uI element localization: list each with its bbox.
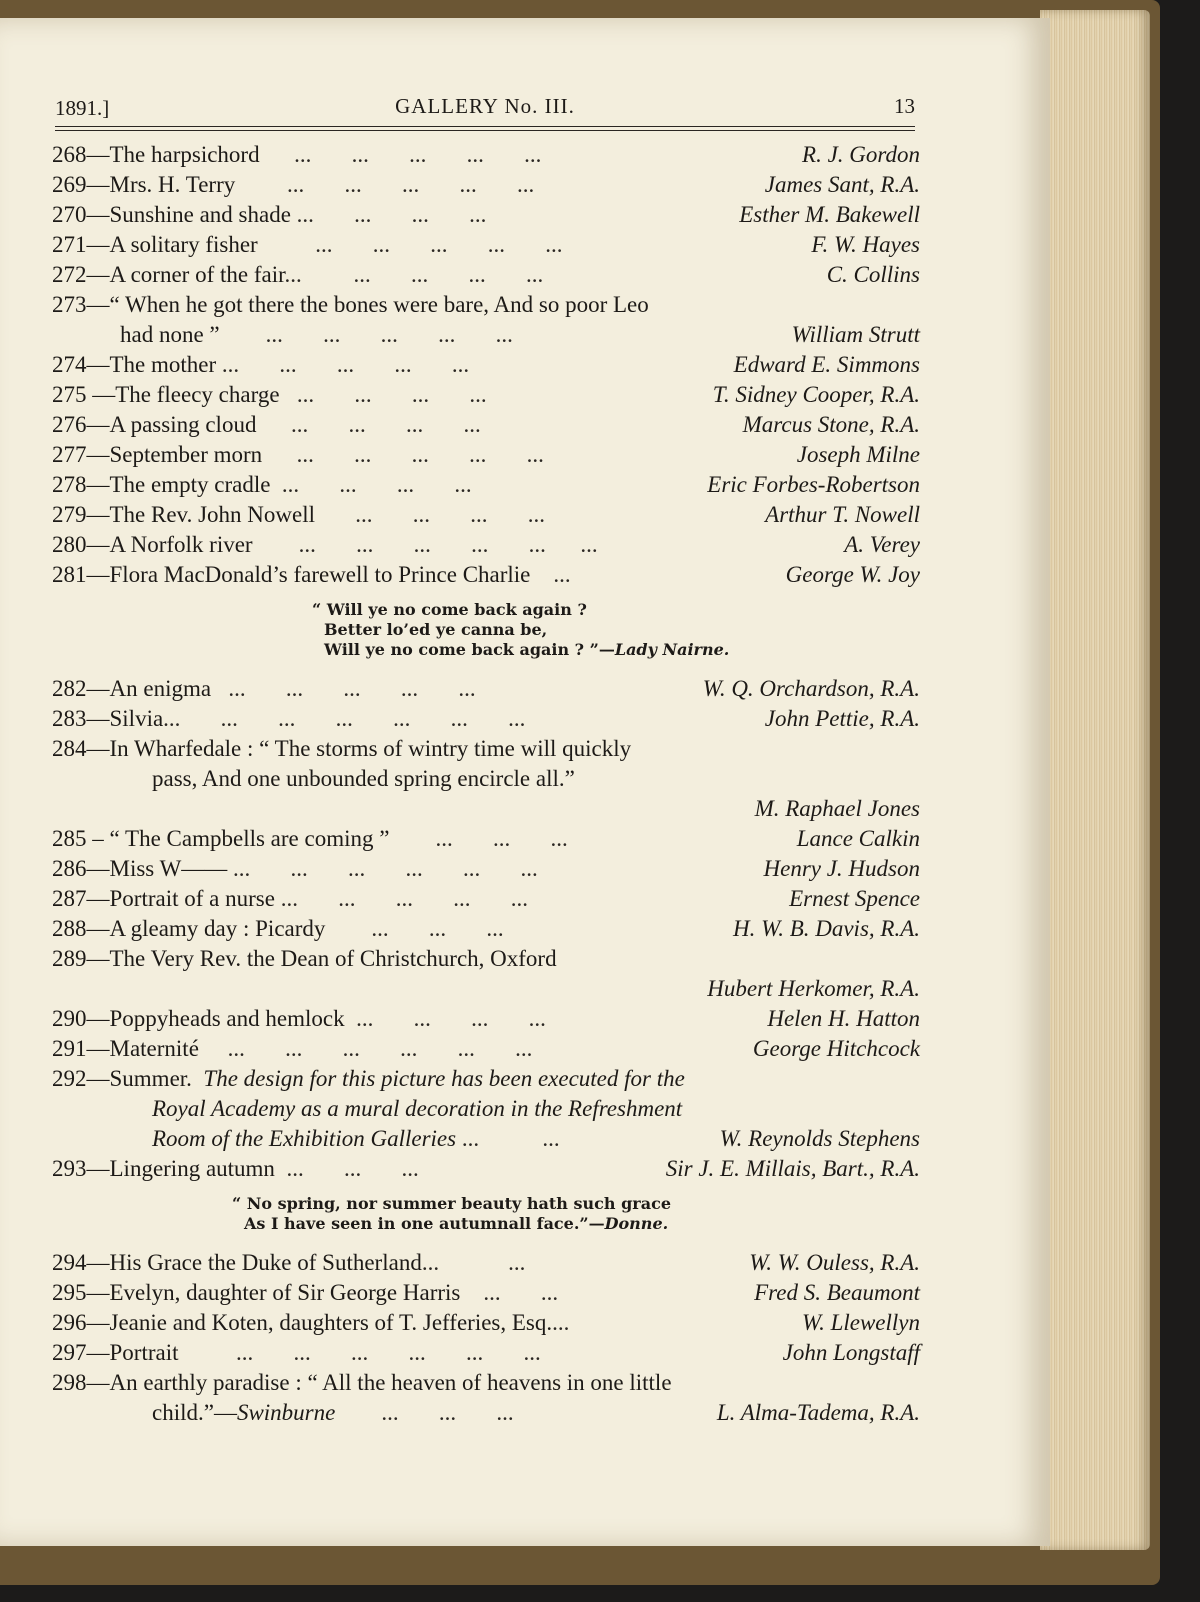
entry-artist: James Sant, R.A. bbox=[764, 172, 920, 197]
entry-290: 290—Poppyheads and hemlock ... ... ... ... Helen H. Hatton bbox=[52, 1004, 920, 1034]
leader-dots: ... ... ... ... bbox=[256, 412, 481, 437]
entry-artist: Edward E. Simmons bbox=[733, 352, 920, 377]
quote-attribution: Lady Nairne. bbox=[614, 640, 730, 659]
entry-286: 286—Miss W—— ... ... ... ... ... ... Henry J. Hudson bbox=[52, 854, 920, 884]
header-gallery-title: GALLERY No. III. bbox=[395, 94, 575, 118]
entry-title: The empty cradle bbox=[109, 472, 271, 497]
quote-text: As I have seen in one autumnall face.”— bbox=[244, 1214, 605, 1233]
entry-title: The harpsichord bbox=[109, 142, 260, 167]
entry-title: Portrait of a nurse bbox=[109, 886, 275, 911]
quote-line bbox=[232, 1214, 920, 1234]
entry-296: 296—Jeanie and Koten, daughters of T. Jefferies, Esq.... W. Llewellyn bbox=[52, 1308, 920, 1338]
entry-artist: Ernest Spence bbox=[789, 886, 920, 911]
leader-dots: ... ... ... ... bbox=[290, 202, 487, 227]
entry-number: 285 bbox=[52, 826, 87, 851]
catalogue-page bbox=[0, 18, 1050, 1546]
entry-title: Jeanie and Koten, daughters of T. Jefferies, Esq. bbox=[109, 1310, 553, 1335]
header-rule-bottom bbox=[55, 130, 915, 131]
entry-title: The Very Rev. the Dean of Christchurch, Oxford bbox=[109, 946, 557, 971]
entry-280: 280—A Norfolk river ... ... ... ... ... ... A. Verey bbox=[52, 530, 920, 560]
entry-284-continued bbox=[52, 764, 920, 794]
entry-number: 292 bbox=[52, 1066, 87, 1091]
leader-dots: ... ... bbox=[421, 1250, 526, 1275]
entry-number: 280 bbox=[52, 532, 87, 557]
entry-artist: Hubert Herkomer, R.A. bbox=[707, 976, 920, 1001]
entry-artist: C. Collins bbox=[826, 262, 920, 287]
entry-282: 282—An enigma ... ... ... ... ... W. Q. Orchardson, R.A. bbox=[52, 674, 920, 704]
entry-note: Royal Academy as a mural decoration in the Refreshment bbox=[152, 1096, 683, 1121]
entry-title: A solitary fisher bbox=[109, 232, 258, 257]
entry-number: 269 bbox=[52, 172, 87, 197]
entry-artist: R. J. Gordon bbox=[802, 142, 920, 167]
entry-273-continued bbox=[52, 320, 920, 350]
entry-number: 270 bbox=[52, 202, 87, 227]
entry-292-continued bbox=[52, 1124, 920, 1154]
quote-line: “ Will ye no come back again ? bbox=[312, 600, 587, 619]
leader-dots: ... ... ... ... ... bbox=[219, 322, 513, 347]
entry-artist: T. Sidney Cooper, R.A. bbox=[712, 382, 920, 407]
leader-dots: ... ... ... ... ... bbox=[235, 172, 535, 197]
leader-dots: ... ... ... ... ... ... bbox=[227, 856, 538, 881]
entry-number: 273 bbox=[52, 292, 87, 317]
leader-dots: ... ... bbox=[460, 1280, 559, 1305]
entry-269: 269—Mrs. H. Terry ... ... ... ... ... James Sant, R.A. bbox=[52, 170, 920, 200]
entry-artist: H. W. B. Davis, R.A. bbox=[733, 916, 920, 941]
entry-277: 277—September morn ... ... ... ... ... Joseph Milne bbox=[52, 440, 920, 470]
leader-dots: ... ... ... ... ... ... bbox=[178, 1340, 541, 1365]
entry-list bbox=[52, 140, 920, 1428]
quote-attribution: Donne. bbox=[604, 1214, 669, 1233]
entry-number: 298 bbox=[52, 1370, 87, 1395]
quote-281 bbox=[52, 600, 920, 660]
entry-title: “ The Campbells are coming ” bbox=[109, 826, 390, 851]
header-rule-top bbox=[55, 126, 915, 127]
entry-title: Maternité bbox=[109, 1036, 199, 1061]
entry-294: 294—His Grace the Duke of Sutherland... ... W. W. Ouless, R.A. bbox=[52, 1248, 920, 1278]
entry-title: A Norfolk river bbox=[109, 532, 253, 557]
entry-291: 291—Maternité ... ... ... ... ... ... George Hitchcock bbox=[52, 1034, 920, 1064]
leader-dots: ... ... ... bbox=[389, 826, 568, 851]
entry-number: 282 bbox=[52, 676, 87, 701]
entry-number: 289 bbox=[52, 946, 87, 971]
entry-title: Flora MacDonald’s farewell to Prince Charlie bbox=[109, 562, 531, 587]
entry-284-artist-line bbox=[52, 794, 920, 824]
entry-artist: F. W. Hayes bbox=[811, 232, 920, 257]
entry-number: 284 bbox=[52, 736, 87, 761]
entry-artist: W. Llewellyn bbox=[802, 1310, 920, 1335]
leader-dots: ... ... ... bbox=[325, 916, 504, 941]
entry-artist: George Hitchcock bbox=[752, 1036, 920, 1061]
leader-dots: ... ... ... ... ... bbox=[259, 142, 542, 167]
entry-288: 288—A gleamy day : Picardy ... ... ... H. W. B. Davis, R.A. bbox=[52, 914, 920, 944]
entry-artist: Esther M. Bakewell bbox=[739, 202, 920, 227]
entry-artist: William Strutt bbox=[791, 322, 920, 347]
entry-number: 296 bbox=[52, 1310, 87, 1335]
entry-number: 275 bbox=[52, 382, 87, 407]
leader-dots: ... ... ... ... ... bbox=[216, 352, 470, 377]
entry-title: Portrait bbox=[109, 1340, 179, 1365]
leader-dots: ... ... ... ... bbox=[314, 502, 545, 527]
entry-artist: Marcus Stone, R.A. bbox=[742, 412, 920, 437]
entry-285: 285 – “ The Campbells are coming ” ... ... ... Lance Calkin bbox=[52, 824, 920, 854]
entry-note: The design for this picture has been executed for the bbox=[203, 1066, 685, 1091]
leader-dots: ... ... ... ... bbox=[344, 1006, 546, 1031]
entry-artist: M. Raphael Jones bbox=[754, 796, 920, 821]
entry-title: The mother bbox=[109, 352, 217, 377]
entry-289: 289—The Very Rev. the Dean of Christchurch, Oxford bbox=[52, 946, 557, 971]
leader-dots: ... bbox=[530, 562, 571, 587]
entry-title: Miss W—— bbox=[109, 856, 228, 881]
entry-268: 268—The harpsichord ... ... ... ... ... R. J. Gordon bbox=[52, 140, 920, 170]
entry-artist: John Pettie, R.A. bbox=[764, 706, 920, 731]
entry-title-continued: had none ” bbox=[120, 322, 220, 347]
leader-dots: ... ... ... ... ... bbox=[262, 442, 544, 467]
leader-dots: ... ... ... ... bbox=[270, 472, 472, 497]
entry-298-continued bbox=[52, 1398, 920, 1428]
entry-title: The Rev. John Nowell bbox=[109, 502, 315, 527]
quote-293 bbox=[52, 1194, 920, 1234]
entry-270: 270—Sunshine and shade ... ... ... ... Esther M. Bakewell bbox=[52, 200, 920, 230]
page-edges bbox=[1040, 10, 1150, 1550]
entry-artist: Lance Calkin bbox=[796, 826, 920, 851]
entry-number: 287 bbox=[52, 886, 87, 911]
entry-title: “ When he got there the bones were bare, And so poor Leo bbox=[109, 292, 649, 317]
entry-292-continued bbox=[52, 1094, 920, 1124]
entry-number: 277 bbox=[52, 442, 87, 467]
entry-artist: Helen H. Hatton bbox=[767, 1006, 920, 1031]
entry-283: 283—Silvia... ... ... ... ... ... ... John Pettie, R.A. bbox=[52, 704, 920, 734]
entry-number: 274 bbox=[52, 352, 87, 377]
leader-dots: ... ... ... ... bbox=[279, 382, 487, 407]
entry-artist: Arthur T. Nowell bbox=[765, 502, 920, 527]
entry-artist: Henry J. Hudson bbox=[763, 856, 920, 881]
entry-artist: John Longstaff bbox=[782, 1340, 920, 1365]
entry-artist: Joseph Milne bbox=[796, 442, 920, 467]
entry-title: Poppyheads and hemlock bbox=[109, 1006, 345, 1031]
leader-dots: ... ... ... ... ... ... ... bbox=[163, 706, 526, 731]
entry-title: Summer. bbox=[109, 1066, 192, 1091]
entry-artist: George W. Joy bbox=[785, 562, 920, 587]
entry-272: 272—A corner of the fair... ... ... ... ... C. Collins bbox=[52, 260, 920, 290]
entry-title: Evelyn, daughter of Sir George Harris bbox=[109, 1280, 461, 1305]
entry-number: 279 bbox=[52, 502, 87, 527]
entry-number: 278 bbox=[52, 472, 87, 497]
entry-number: 272 bbox=[52, 262, 87, 287]
entry-284: 284—In Wharfedale : “ The storms of wintry time will quickly bbox=[52, 736, 632, 761]
entry-number: 291 bbox=[52, 1036, 87, 1061]
header-year: 1891.] bbox=[55, 96, 110, 120]
entry-293: 293—Lingering autumn ... ... ... Sir J. E. Millais, Bart., R.A. bbox=[52, 1154, 920, 1184]
entry-number: 271 bbox=[52, 232, 87, 257]
entry-title: Mrs. H. Terry bbox=[109, 172, 236, 197]
entry-number: 290 bbox=[52, 1006, 87, 1031]
entry-281: 281—Flora MacDonald’s farewell to Prince Charlie ... George W. Joy bbox=[52, 560, 920, 590]
entry-number: 297 bbox=[52, 1340, 87, 1365]
entry-274: 274—The mother ... ... ... ... ... Edward E. Simmons bbox=[52, 350, 920, 380]
entry-287: 287—Portrait of a nurse ... ... ... ... ... Ernest Spence bbox=[52, 884, 920, 914]
entry-number: 293 bbox=[52, 1156, 87, 1181]
entry-275: 275 —The fleecy charge ... ... ... ... T. Sidney Cooper, R.A. bbox=[52, 380, 920, 410]
running-header bbox=[55, 88, 915, 128]
entry-artist bbox=[703, 674, 920, 704]
leader-dots: ... ... ... ... ... ... bbox=[198, 1036, 533, 1061]
entry-title: His Grace the Duke of Sutherland bbox=[109, 1250, 422, 1275]
leader-dots: ... ... ... ... ... bbox=[274, 886, 528, 911]
quoted-author: Swinburne bbox=[236, 1400, 336, 1425]
entry-artist: L. Alma-Tadema, R.A. bbox=[716, 1400, 920, 1425]
entry-number: 295 bbox=[52, 1280, 87, 1305]
leader-dots: ... ... ... ... ... bbox=[211, 676, 476, 701]
entry-number: 283 bbox=[52, 706, 87, 731]
entry-title: Silvia bbox=[109, 706, 164, 731]
entry-title: The fleecy charge bbox=[115, 382, 280, 407]
entry-number: 288 bbox=[52, 916, 87, 941]
entry-artist: Sir J. E. Millais, Bart., R.A. bbox=[665, 1156, 920, 1181]
leader-dots: ... ... bbox=[456, 1126, 560, 1151]
entry-title: A passing cloud bbox=[109, 412, 257, 437]
entry-artist: Eric Forbes-Robertson bbox=[707, 472, 920, 497]
leader-dots: ... ... ... ... ... bbox=[284, 262, 544, 287]
entry-title: Lingering autumn bbox=[109, 1156, 275, 1181]
entry-title: A gleamy day : Picardy bbox=[109, 916, 326, 941]
entry-271: 271—A solitary fisher ... ... ... ... ... F. W. Hayes bbox=[52, 230, 920, 260]
entry-292: 292—Summer. The design for this picture has been executed for the bbox=[52, 1066, 685, 1091]
leader-dots: ... bbox=[552, 1310, 570, 1335]
entry-295: 295—Evelyn, daughter of Sir George Harris ... ... Fred S. Beaumont bbox=[52, 1278, 920, 1308]
leader-dots: ... ... ... ... ... bbox=[257, 232, 563, 257]
header-page-number: 13 bbox=[894, 94, 915, 118]
entry-273: 273—“ When he got there the bones were bare, And so poor Leo bbox=[52, 292, 649, 317]
entry-number: 268 bbox=[52, 142, 87, 167]
entry-artist: A. Verey bbox=[844, 532, 920, 557]
entry-number: 286 bbox=[52, 856, 87, 881]
leader-dots: ... ... ... ... ... ... bbox=[252, 532, 598, 557]
leader-dots: ... ... ... bbox=[274, 1156, 419, 1181]
entry-number: 294 bbox=[52, 1250, 87, 1275]
entry-artist: W. W. Ouless, R.A. bbox=[749, 1250, 920, 1275]
quote-line: “ No spring, nor summer beauty hath such grace bbox=[232, 1194, 671, 1213]
entry-title: An enigma bbox=[109, 676, 212, 701]
quote-line bbox=[312, 640, 920, 660]
quote-text: Will ye no come back again ? ”— bbox=[324, 640, 615, 659]
entry-artist: W. Reynolds Stephens bbox=[719, 1126, 920, 1151]
entry-title: An earthly paradise : “ All the heaven of heavens in one little bbox=[109, 1370, 672, 1395]
entry-title: Sunshine and shade bbox=[109, 202, 291, 227]
entry-title: September morn bbox=[109, 442, 263, 467]
entry-number: 281 bbox=[52, 562, 87, 587]
entry-title: In Wharfedale : “ The storms of wintry time will quickly bbox=[109, 736, 632, 761]
quote-line: Better lo’ed ye canna be, bbox=[324, 620, 548, 639]
entry-title-continued: child.”— bbox=[152, 1400, 237, 1425]
entry-note: Room of the Exhibition Galleries bbox=[152, 1126, 457, 1151]
leader-dots: ... ... ... bbox=[335, 1400, 514, 1425]
entry-278: 278—The empty cradle ... ... ... ... Eric Forbes-Robertson bbox=[52, 470, 920, 500]
entry-298: 298—An earthly paradise : “ All the heaven of heavens in one little bbox=[52, 1370, 672, 1395]
entry-title-continued: pass, And one unbounded spring encircle all.” bbox=[152, 766, 575, 791]
entry-artist: Fred S. Beaumont bbox=[754, 1280, 920, 1305]
entry-279: 279—The Rev. John Nowell ... ... ... ... Arthur T. Nowell bbox=[52, 500, 920, 530]
entry-276: 276—A passing cloud ... ... ... ... Marcus Stone, R.A. bbox=[52, 410, 920, 440]
entry-289-artist-line bbox=[52, 974, 920, 1004]
entry-title: A corner of the fair bbox=[109, 262, 285, 287]
entry-number: 276 bbox=[52, 412, 87, 437]
entry-297: 297—Portrait ... ... ... ... ... ... John Longstaff bbox=[52, 1338, 920, 1368]
artist-name: W. Q. Orchardson, R.A. bbox=[702, 676, 920, 701]
